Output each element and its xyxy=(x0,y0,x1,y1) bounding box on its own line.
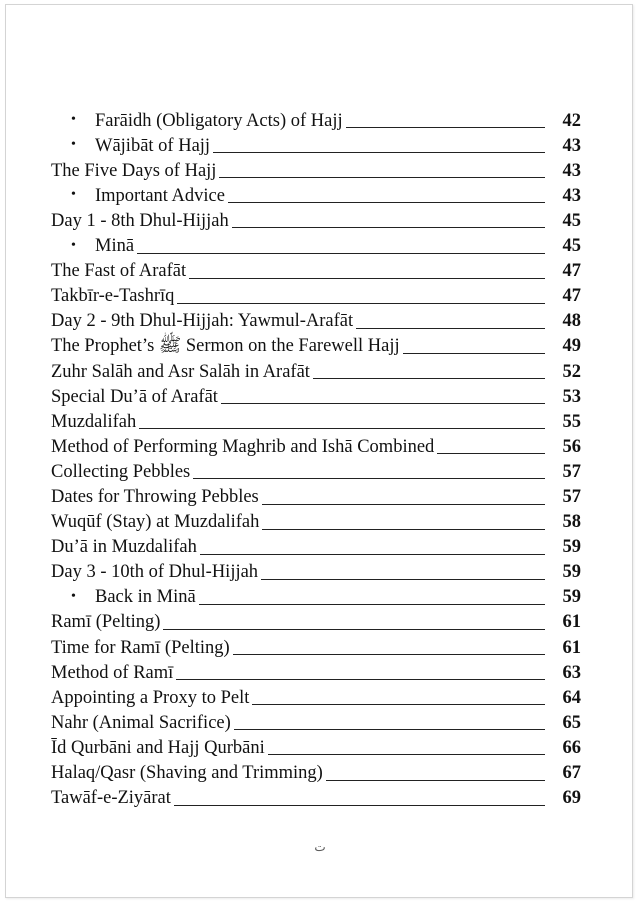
leader-line xyxy=(233,654,545,655)
toc-subentry[interactable] xyxy=(51,105,581,130)
leader-line xyxy=(437,453,545,454)
toc-entry-page: 43 xyxy=(562,160,581,181)
toc-entry-page: 59 xyxy=(562,562,581,583)
toc-entry-page: 57 xyxy=(562,461,581,482)
toc-entry-page: 56 xyxy=(562,436,581,457)
toc-entry-page: 69 xyxy=(562,788,581,809)
toc-entry-page: 48 xyxy=(562,311,581,332)
toc-entry-title: Du’ā in Muzdalifah xyxy=(51,537,197,558)
toc-entry-title: Muzdalifah xyxy=(51,411,137,432)
toc-entry[interactable] xyxy=(51,507,581,532)
toc-entry[interactable] xyxy=(51,256,581,281)
toc-entry-title: Day 3 - 10th of Dhul-Hijjah xyxy=(51,562,259,583)
toc-entry-title: The Fast of Arafāt xyxy=(51,261,187,282)
toc-entry-page: 59 xyxy=(562,587,581,608)
toc-entry-page: 43 xyxy=(562,135,581,156)
bullet-icon: • xyxy=(71,237,76,253)
toc-entry[interactable] xyxy=(51,356,581,381)
leader-line xyxy=(403,353,545,354)
leader-line xyxy=(219,177,545,178)
toc-entry-page: 61 xyxy=(562,637,581,658)
leader-line xyxy=(137,253,545,254)
toc-entry-title: Wājibāt of Hajj xyxy=(95,135,211,156)
toc-entry[interactable] xyxy=(51,732,581,757)
toc-entry-page: 64 xyxy=(562,687,581,708)
leader-line xyxy=(221,403,545,404)
toc-entry-title: Halaq/Qasr (Shaving and Trimming) xyxy=(51,763,323,784)
toc-entry[interactable] xyxy=(51,757,581,782)
toc-subentry[interactable] xyxy=(51,180,581,205)
toc-entry-page: 42 xyxy=(562,110,581,131)
page-number: ت xyxy=(314,840,326,854)
toc-entry-page: 47 xyxy=(562,261,581,282)
toc-entry-page: 67 xyxy=(562,763,581,784)
toc-entry-page: 52 xyxy=(562,361,581,382)
toc-entry[interactable] xyxy=(51,205,581,230)
toc-entry[interactable] xyxy=(51,456,581,481)
toc-entry[interactable] xyxy=(51,155,581,180)
toc-entry-title: Minā xyxy=(95,236,135,257)
toc-entry-page: 59 xyxy=(562,537,581,558)
leader-line xyxy=(199,604,545,605)
leader-line xyxy=(261,579,545,580)
leader-line xyxy=(234,729,545,730)
toc-entry[interactable] xyxy=(51,783,581,808)
toc-entry-page: 57 xyxy=(562,487,581,507)
toc-entry[interactable] xyxy=(51,306,581,331)
toc-entry-title: Wuqūf (Stay) at Muzdalifah xyxy=(51,512,260,533)
leader-line xyxy=(228,202,545,203)
leader-line xyxy=(163,629,545,630)
leader-line xyxy=(232,227,545,228)
toc-entry-page: 47 xyxy=(562,286,581,307)
toc-entry-title: Nahr (Animal Sacrifice) xyxy=(51,712,231,733)
toc-entry[interactable] xyxy=(51,431,581,456)
toc-entry[interactable] xyxy=(51,381,581,406)
toc-entry-title: Back in Minā xyxy=(95,587,196,608)
leader-line xyxy=(176,679,545,680)
leader-line xyxy=(177,303,545,304)
leader-line xyxy=(252,704,545,705)
toc-entry-title: Takbīr-e-Tashrīq xyxy=(51,286,175,307)
leader-line xyxy=(313,378,545,379)
toc-entry[interactable] xyxy=(51,557,581,582)
toc-entry-page: 45 xyxy=(562,210,581,231)
toc-entry-page: 63 xyxy=(562,662,581,683)
leader-line xyxy=(346,127,545,128)
leader-line xyxy=(139,428,545,429)
table-of-contents xyxy=(51,105,581,808)
toc-entry-page: 58 xyxy=(562,512,581,533)
leader-line xyxy=(262,529,545,530)
leader-line xyxy=(356,328,545,329)
toc-entry-title: Īd Qurbāni and Hajj Qurbāni xyxy=(51,737,265,758)
toc-entry[interactable] xyxy=(51,607,581,632)
toc-entry-title: Farāidh (Obligatory Acts) of Hajj xyxy=(95,110,343,131)
toc-entry-title: Time for Ramī (Pelting) xyxy=(51,637,230,658)
toc-entry[interactable] xyxy=(51,532,581,557)
toc-entry-title: Day 2 - 9th Dhul-Hijjah: Yawmul-Arafāt xyxy=(51,311,354,332)
bullet-icon: • xyxy=(71,588,76,604)
toc-entry-title: The Prophet’s ﷺ Sermon on the Farewell Hajj xyxy=(51,336,400,357)
leader-line xyxy=(193,478,545,479)
bullet-icon: • xyxy=(71,187,76,203)
toc-entry-page: 45 xyxy=(562,236,581,257)
toc-entry-title: Day 1 - 8th Dhul-Hijjah xyxy=(51,210,229,231)
toc-entry-title: Important Advice xyxy=(95,185,225,206)
toc-entry-title: The Five Days of Hajj xyxy=(51,160,217,181)
leader-line xyxy=(200,554,545,555)
toc-entry-title: Collecting Pebbles xyxy=(51,461,191,482)
toc-entry[interactable] xyxy=(51,331,581,356)
toc-entry-title: Tawāf-e-Ziyārat xyxy=(51,788,171,809)
leader-line xyxy=(174,805,545,806)
toc-entry-title: Dates for Throwing Pebbles xyxy=(51,487,259,507)
toc-entry[interactable] xyxy=(51,406,581,431)
toc-entry-page: 61 xyxy=(562,612,581,633)
bullet-icon: • xyxy=(71,137,76,153)
toc-entry-page: 55 xyxy=(562,411,581,432)
toc-entry-title: Method of Performing Maghrib and Ishā Combined xyxy=(51,436,435,457)
toc-entry[interactable] xyxy=(51,281,581,306)
leader-line xyxy=(262,504,545,505)
leader-line xyxy=(268,754,545,755)
toc-entry-page: 65 xyxy=(562,712,581,733)
toc-entry[interactable] xyxy=(51,481,581,506)
leader-line xyxy=(326,780,545,781)
leader-line xyxy=(189,278,545,279)
toc-entry-title: Ramī (Pelting) xyxy=(51,612,161,633)
toc-entry-title: Special Du’ā of Arafāt xyxy=(51,386,218,407)
toc-entry-page: 53 xyxy=(562,386,581,407)
leader-line xyxy=(213,152,545,153)
toc-entry[interactable] xyxy=(51,682,581,707)
toc-entry-page: 66 xyxy=(562,737,581,758)
toc-entry-page: 49 xyxy=(562,336,581,357)
toc-entry-title: Method of Ramī xyxy=(51,662,174,683)
bullet-icon: • xyxy=(71,112,76,128)
toc-entry[interactable] xyxy=(51,657,581,682)
toc-entry[interactable] xyxy=(51,707,581,732)
toc-subentry[interactable] xyxy=(51,230,581,255)
toc-entry[interactable] xyxy=(51,632,581,657)
toc-entry-page: 43 xyxy=(562,185,581,206)
toc-subentry[interactable] xyxy=(51,582,581,607)
toc-entry-title: Appointing a Proxy to Pelt xyxy=(51,687,250,708)
toc-subentry[interactable] xyxy=(51,130,581,155)
toc-entry-title: Zuhr Salāh and Asr Salāh in Arafāt xyxy=(51,361,310,382)
